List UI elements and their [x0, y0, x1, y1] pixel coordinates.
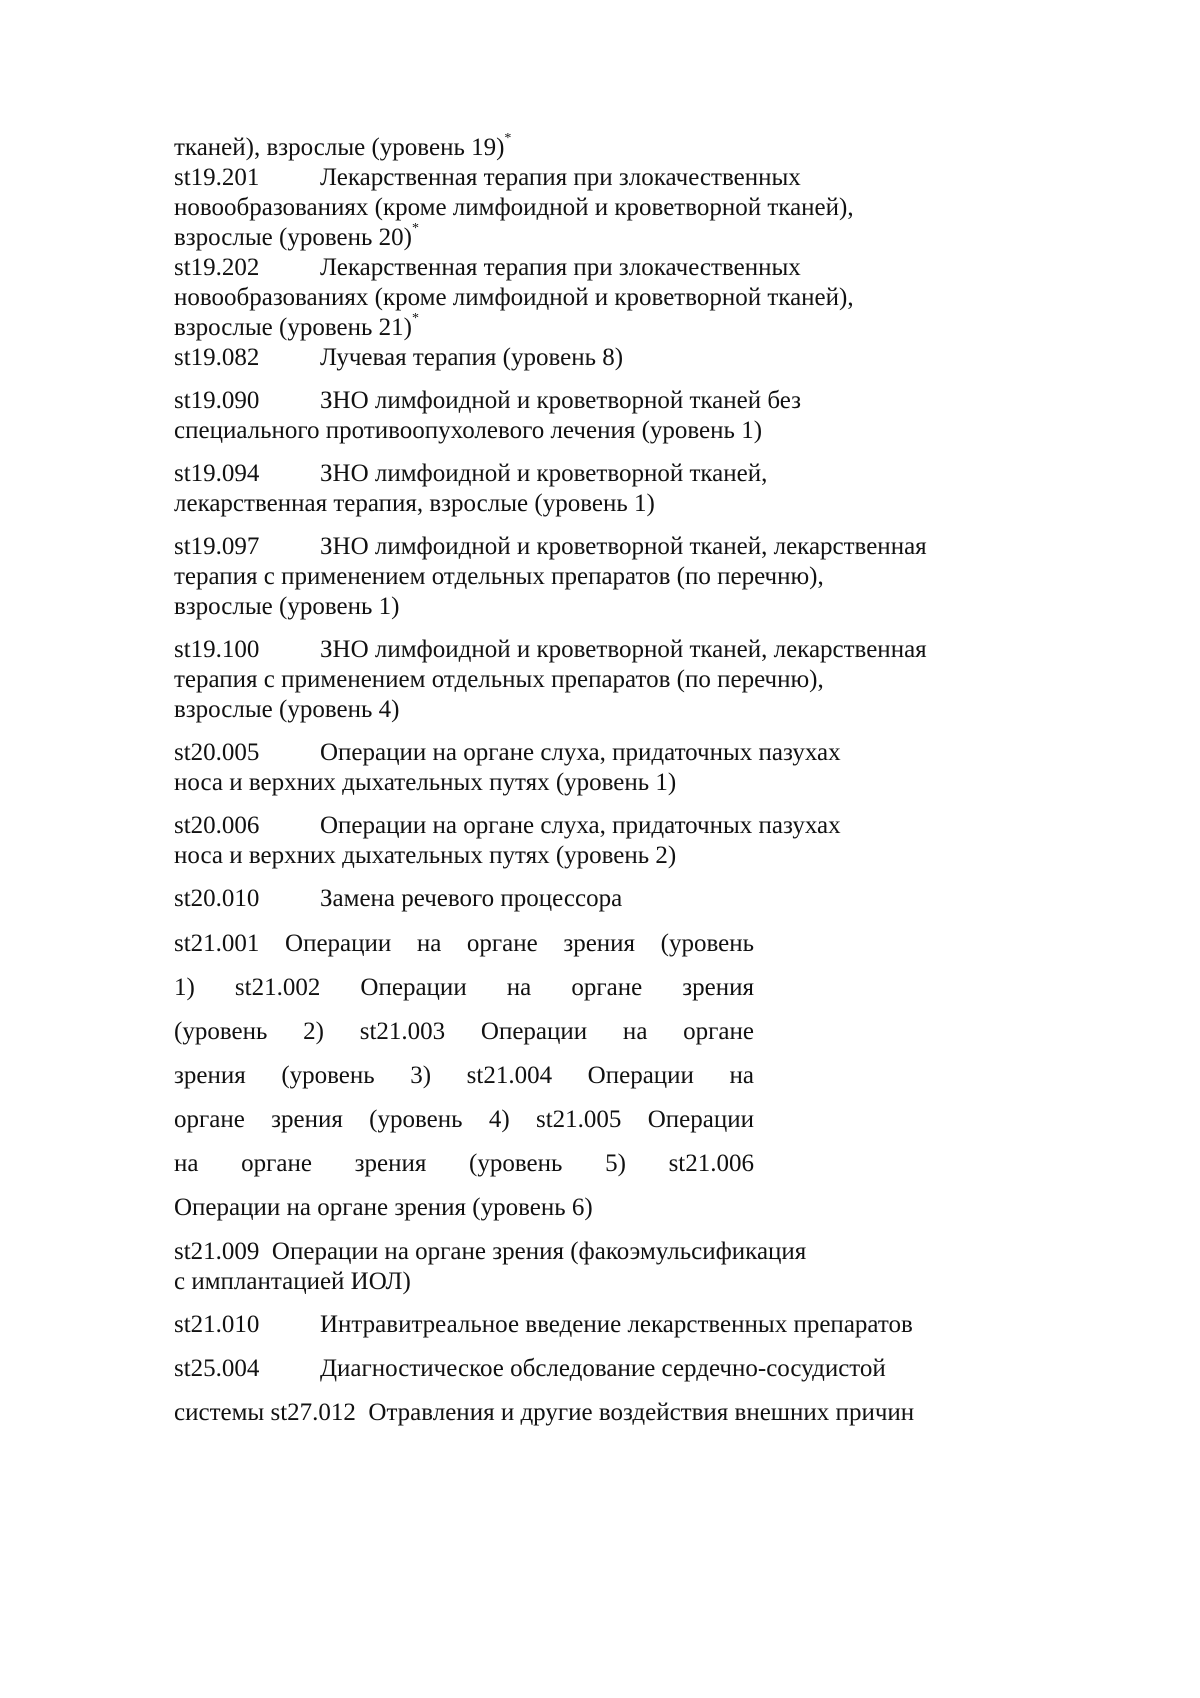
- text-line: тканей), взрослые (уровень 19)*: [174, 130, 512, 161]
- text-line: взрослые (уровень 20)*: [174, 220, 419, 251]
- code-label: st19.201: [174, 164, 260, 191]
- text-line: st19.082 Лучевая терапия (уровень 8): [174, 344, 624, 371]
- text-line: st19.090 ЗНО лимфоидной и кроветворной тканей без: [174, 387, 802, 414]
- text-line: st19.201 Лекарственная терапия при злокачественных: [174, 164, 801, 191]
- code-label: st20.005: [174, 739, 260, 766]
- text-line: st19.202 Лекарственная терапия при злокачественных: [174, 254, 801, 281]
- text-line: st20.005 Операции на органе слуха, придаточных пазухах: [174, 739, 841, 766]
- text-line: с имплантацией ИОЛ): [174, 1268, 411, 1295]
- text-line: специального противоопухолевого лечения (уровень 1): [174, 417, 763, 444]
- justified-line: на органе зрения (уровень 5) st21.006: [174, 1150, 754, 1177]
- text-line: взрослые (уровень 4): [174, 696, 400, 723]
- justified-line: органе зрения (уровень 4) st21.005 Операции: [174, 1106, 754, 1133]
- text-line: Операции на органе зрения (уровень 6): [174, 1194, 593, 1221]
- code-label: st20.010: [174, 885, 260, 912]
- text-line: новообразованиях (кроме лимфоидной и кроветворной тканей),: [174, 194, 854, 221]
- text-line: системы st27.012 Отравления и другие воздействия внешних причин: [174, 1399, 915, 1426]
- code-label: st20.006: [174, 812, 260, 839]
- text-line: st21.009 Операции на органе зрения (факоэмульсификация: [174, 1238, 807, 1265]
- text-line: st20.010 Замена речевого процессора: [174, 885, 623, 912]
- justified-line: (уровень 2) st21.003 Операции на органе: [174, 1018, 754, 1045]
- text-line: st21.010 Интравитреальное введение лекарственных препаратов: [174, 1311, 913, 1338]
- text-line: носа и верхних дыхательных путях (уровень 1): [174, 769, 677, 796]
- code-label: st19.094: [174, 460, 260, 487]
- code-label: st21.010: [174, 1311, 260, 1338]
- justified-line: st21.001 Операции на органе зрения (уровень: [174, 930, 754, 957]
- justified-line: зрения (уровень 3) st21.004 Операции на: [174, 1062, 754, 1089]
- text-line: st19.100 ЗНО лимфоидной и кроветворной тканей, лекарственная: [174, 636, 927, 663]
- code-label: st19.082: [174, 344, 260, 371]
- code-label: st19.202: [174, 254, 260, 281]
- text-line: взрослые (уровень 1): [174, 593, 400, 620]
- code-label: st19.100: [174, 636, 260, 663]
- text-line: st19.097 ЗНО лимфоидной и кроветворной тканей, лекарственная: [174, 533, 927, 560]
- text-line: новообразованиях (кроме лимфоидной и кроветворной тканей),: [174, 284, 854, 311]
- text-line: терапия с применением отдельных препаратов (по перечню),: [174, 563, 824, 590]
- justified-line: 1) st21.002 Операции на органе зрения: [174, 974, 754, 1001]
- code-label: st19.090: [174, 387, 260, 414]
- text-line: терапия с применением отдельных препаратов (по перечню),: [174, 666, 824, 693]
- text-line: взрослые (уровень 21)*: [174, 310, 419, 341]
- code-label: st19.097: [174, 533, 260, 560]
- text-line: st19.094 ЗНО лимфоидной и кроветворной тканей,: [174, 460, 768, 487]
- text-line: st20.006 Операции на органе слуха, придаточных пазухах: [174, 812, 841, 839]
- text-line: носа и верхних дыхательных путях (уровень 2): [174, 842, 677, 869]
- text-line: st25.004 Диагностическое обследование сердечно-сосудистой: [174, 1355, 886, 1382]
- code-label: st25.004: [174, 1355, 260, 1382]
- text-line: лекарственная терапия, взрослые (уровень 1): [174, 490, 655, 517]
